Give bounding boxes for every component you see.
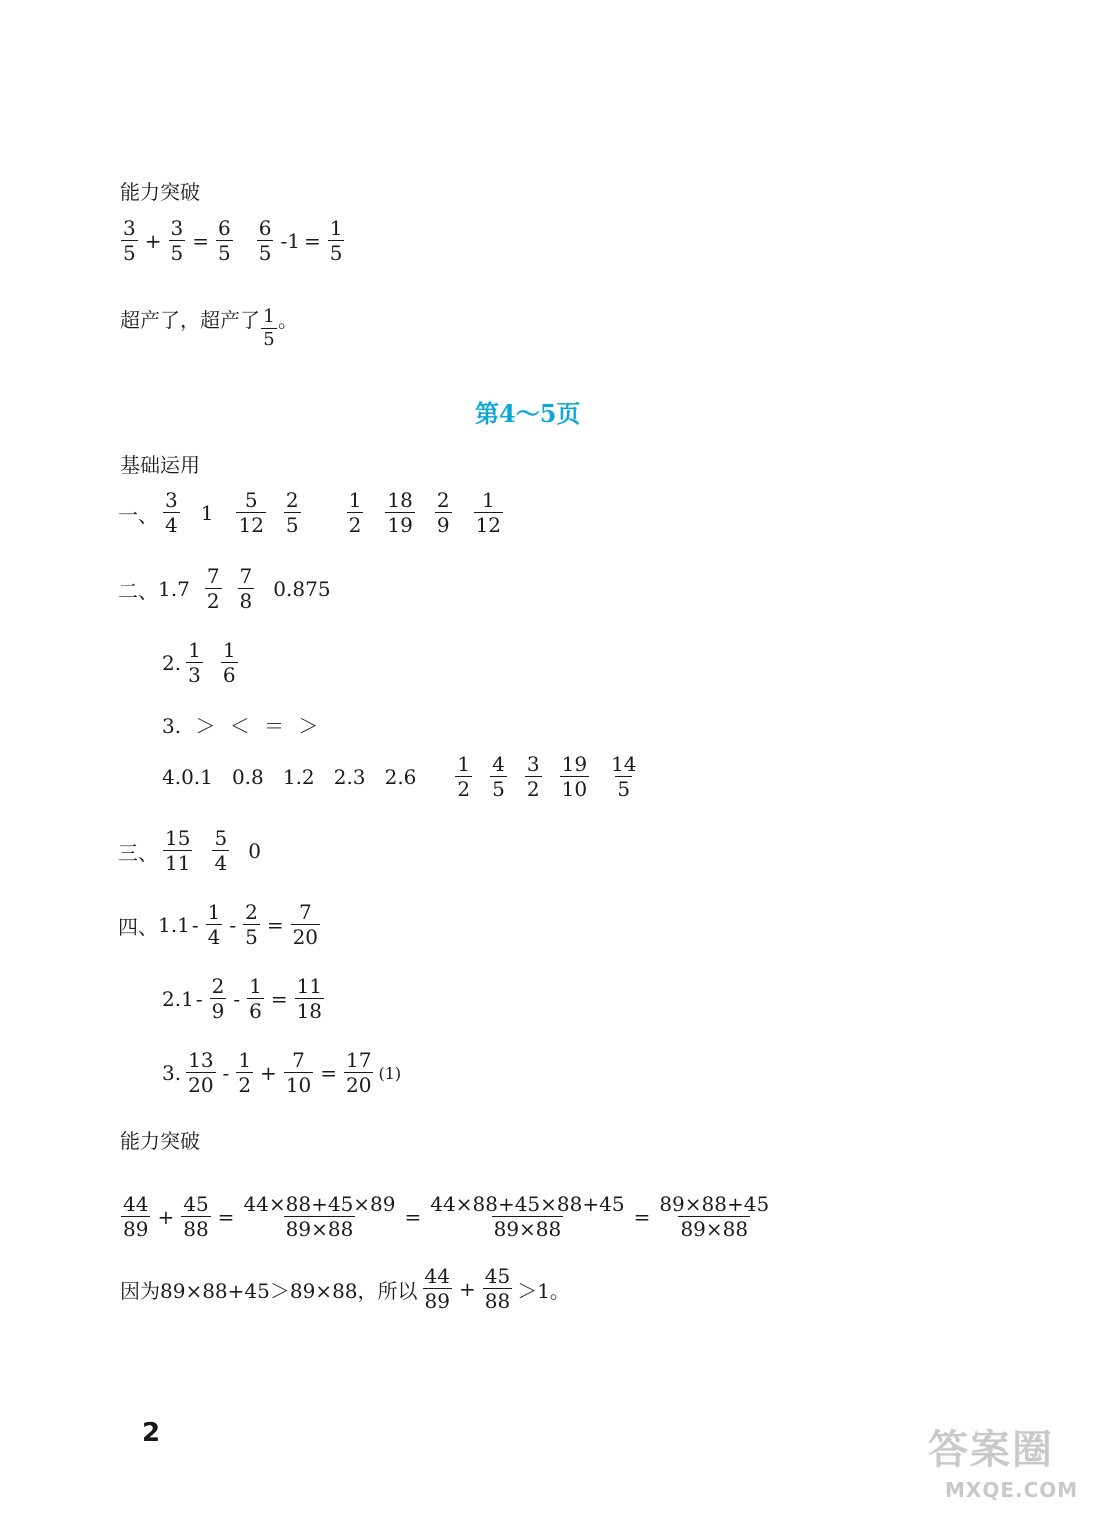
fraction: $\frac{2}{5}$ xyxy=(245,900,258,949)
ability-equation xyxy=(116,1194,776,1240)
answer-text: 超产了，超产了 xyxy=(120,308,260,333)
fraction: $\frac{6}{5}$ xyxy=(258,216,272,265)
answer-value: 1.1 xyxy=(158,913,190,937)
fraction: $\frac{6}{5}$ xyxy=(218,216,231,265)
question-2-line-4 xyxy=(162,754,644,800)
plus-sign: + xyxy=(260,1061,277,1085)
fraction: $\frac{89\times 88+45}{89\times 88}$ xyxy=(659,1192,770,1241)
fraction: $\frac{44}{89}$ xyxy=(424,1264,450,1313)
fraction: $\frac{17}{20}$ xyxy=(346,1048,372,1097)
fraction: $\frac{14}{5}$ xyxy=(611,752,637,801)
fraction: $\frac{19}{10}$ xyxy=(561,752,588,801)
section-heading-ability-1: 能力突破 xyxy=(120,180,200,204)
fraction: $\frac{45}{88}$ xyxy=(183,1192,209,1241)
fraction: $\frac{2}{5}$ xyxy=(285,488,299,537)
fraction: $\frac{2}{9}$ xyxy=(211,974,225,1023)
fraction: $\frac{18}{19}$ xyxy=(387,488,413,537)
plus-sign: + xyxy=(144,229,162,253)
fraction: $\frac{13}{20}$ xyxy=(188,1048,214,1097)
fraction: $\frac{1}{5}$ xyxy=(261,308,277,350)
fraction: $\frac{7}{8}$ xyxy=(239,564,253,613)
fraction: $\frac{1}{2}$ xyxy=(348,488,362,537)
minus-sign: - xyxy=(191,913,199,937)
equals-sign: = xyxy=(404,1205,422,1229)
equals-sign: = xyxy=(217,1205,235,1229)
answer-line-1 xyxy=(120,298,298,350)
period: 。 xyxy=(278,308,298,333)
equals-sign: = xyxy=(270,987,288,1011)
watermark-url: MXQE.COM xyxy=(945,1478,1079,1502)
equals-sign: = xyxy=(192,229,209,253)
fraction: $\frac{5}{4}$ xyxy=(214,826,228,875)
question-4-line-3 xyxy=(162,1050,401,1096)
fraction: $\frac{7}{2}$ xyxy=(206,564,220,613)
answer-value: 0 xyxy=(248,839,261,863)
question-label: 一、 xyxy=(118,502,158,527)
answer-value: 2. xyxy=(162,651,182,675)
question-2-line-3: 3. ＞ ＜ ＝ ＞ xyxy=(162,714,319,738)
plus-sign: + xyxy=(458,1277,476,1301)
answer-value: 4.0.1 0.8 1.2 2.3 2.6 xyxy=(162,765,417,789)
answer-value: 1.7 xyxy=(158,577,190,601)
question-4-line-2 xyxy=(162,976,329,1022)
fraction: $\frac{11}{18}$ xyxy=(296,974,323,1023)
equals-sign: = xyxy=(303,229,321,253)
question-label: 二、 xyxy=(118,578,158,603)
question-2-line-2 xyxy=(162,640,243,686)
fraction: $\frac{1}{3}$ xyxy=(188,638,201,687)
page-number: 2 xyxy=(142,1418,161,1448)
minus-one: -1 xyxy=(280,229,300,253)
fraction: $\frac{5}{12}$ xyxy=(238,488,264,537)
question-label: 三、 xyxy=(118,840,158,865)
fraction: $\frac{7}{20}$ xyxy=(292,900,319,949)
equals-sign: = xyxy=(633,1205,651,1229)
minus-sign: - xyxy=(195,987,203,1011)
fraction: $\frac{7}{10}$ xyxy=(285,1048,312,1097)
fraction: $\frac{3}{5}$ xyxy=(123,216,136,265)
fraction: $\frac{1}{6}$ xyxy=(222,638,236,687)
question-2-line-1 xyxy=(118,566,331,612)
page-title: 第4～5页 xyxy=(475,399,581,428)
minus-sign: - xyxy=(229,913,237,937)
conclusion-text: 因为89×88+45＞89×88，所以 xyxy=(120,1278,418,1303)
fraction: $\frac{1}{12}$ xyxy=(475,488,502,537)
fraction: $\frac{3}{4}$ xyxy=(165,488,178,537)
fraction: $\frac{1}{5}$ xyxy=(329,216,343,265)
fraction: $\frac{45}{88}$ xyxy=(484,1264,511,1313)
minus-sign: - xyxy=(233,987,241,1011)
question-4-line-1 xyxy=(118,902,325,948)
fraction: $\frac{3}{2}$ xyxy=(526,752,540,801)
answer-value: 1 xyxy=(200,501,214,525)
answer-value: 0.875 xyxy=(273,577,331,601)
section-heading-ability-2: 能力突破 xyxy=(120,1129,200,1153)
fraction: $\frac{1}{6}$ xyxy=(249,974,262,1023)
fraction: $\frac{2}{9}$ xyxy=(436,488,450,537)
answer-value: 2.1 xyxy=(162,987,194,1011)
question-label: 四、 xyxy=(118,914,158,939)
equals-sign: = xyxy=(320,1061,338,1085)
fraction: $\frac{1}{2}$ xyxy=(457,752,471,801)
plus-sign: + xyxy=(157,1205,175,1229)
fraction: $\frac{15}{11}$ xyxy=(165,826,191,875)
fraction: $\frac{1}{2}$ xyxy=(238,1048,252,1097)
ability-conclusion xyxy=(120,1266,570,1312)
conclusion-tail: ＞1。 xyxy=(517,1278,570,1303)
section-heading-basic: 基础运用 xyxy=(120,453,200,477)
fraction: $\frac{3}{5}$ xyxy=(170,216,184,265)
sub-answer-number: (1) xyxy=(378,1063,402,1083)
fraction: $\frac{1}{4}$ xyxy=(207,900,221,949)
fraction: $\frac{44\times 88+45\times 88+45}{89\times 88}$ xyxy=(430,1192,625,1241)
equals-sign: = xyxy=(266,913,284,937)
fraction: $\frac{44}{89}$ xyxy=(123,1192,149,1241)
watermark-logo: 答案圈 xyxy=(928,1427,1054,1473)
question-3 xyxy=(118,828,261,874)
question-1 xyxy=(118,490,508,536)
minus-sign: - xyxy=(222,1061,230,1085)
fraction: $\frac{44\times 88+45\times 89}{89\times 88}$ xyxy=(243,1192,396,1241)
fraction: $\frac{4}{5}$ xyxy=(492,752,505,801)
answer-value: 3. xyxy=(162,1061,182,1085)
equation-row-1 xyxy=(116,218,349,264)
